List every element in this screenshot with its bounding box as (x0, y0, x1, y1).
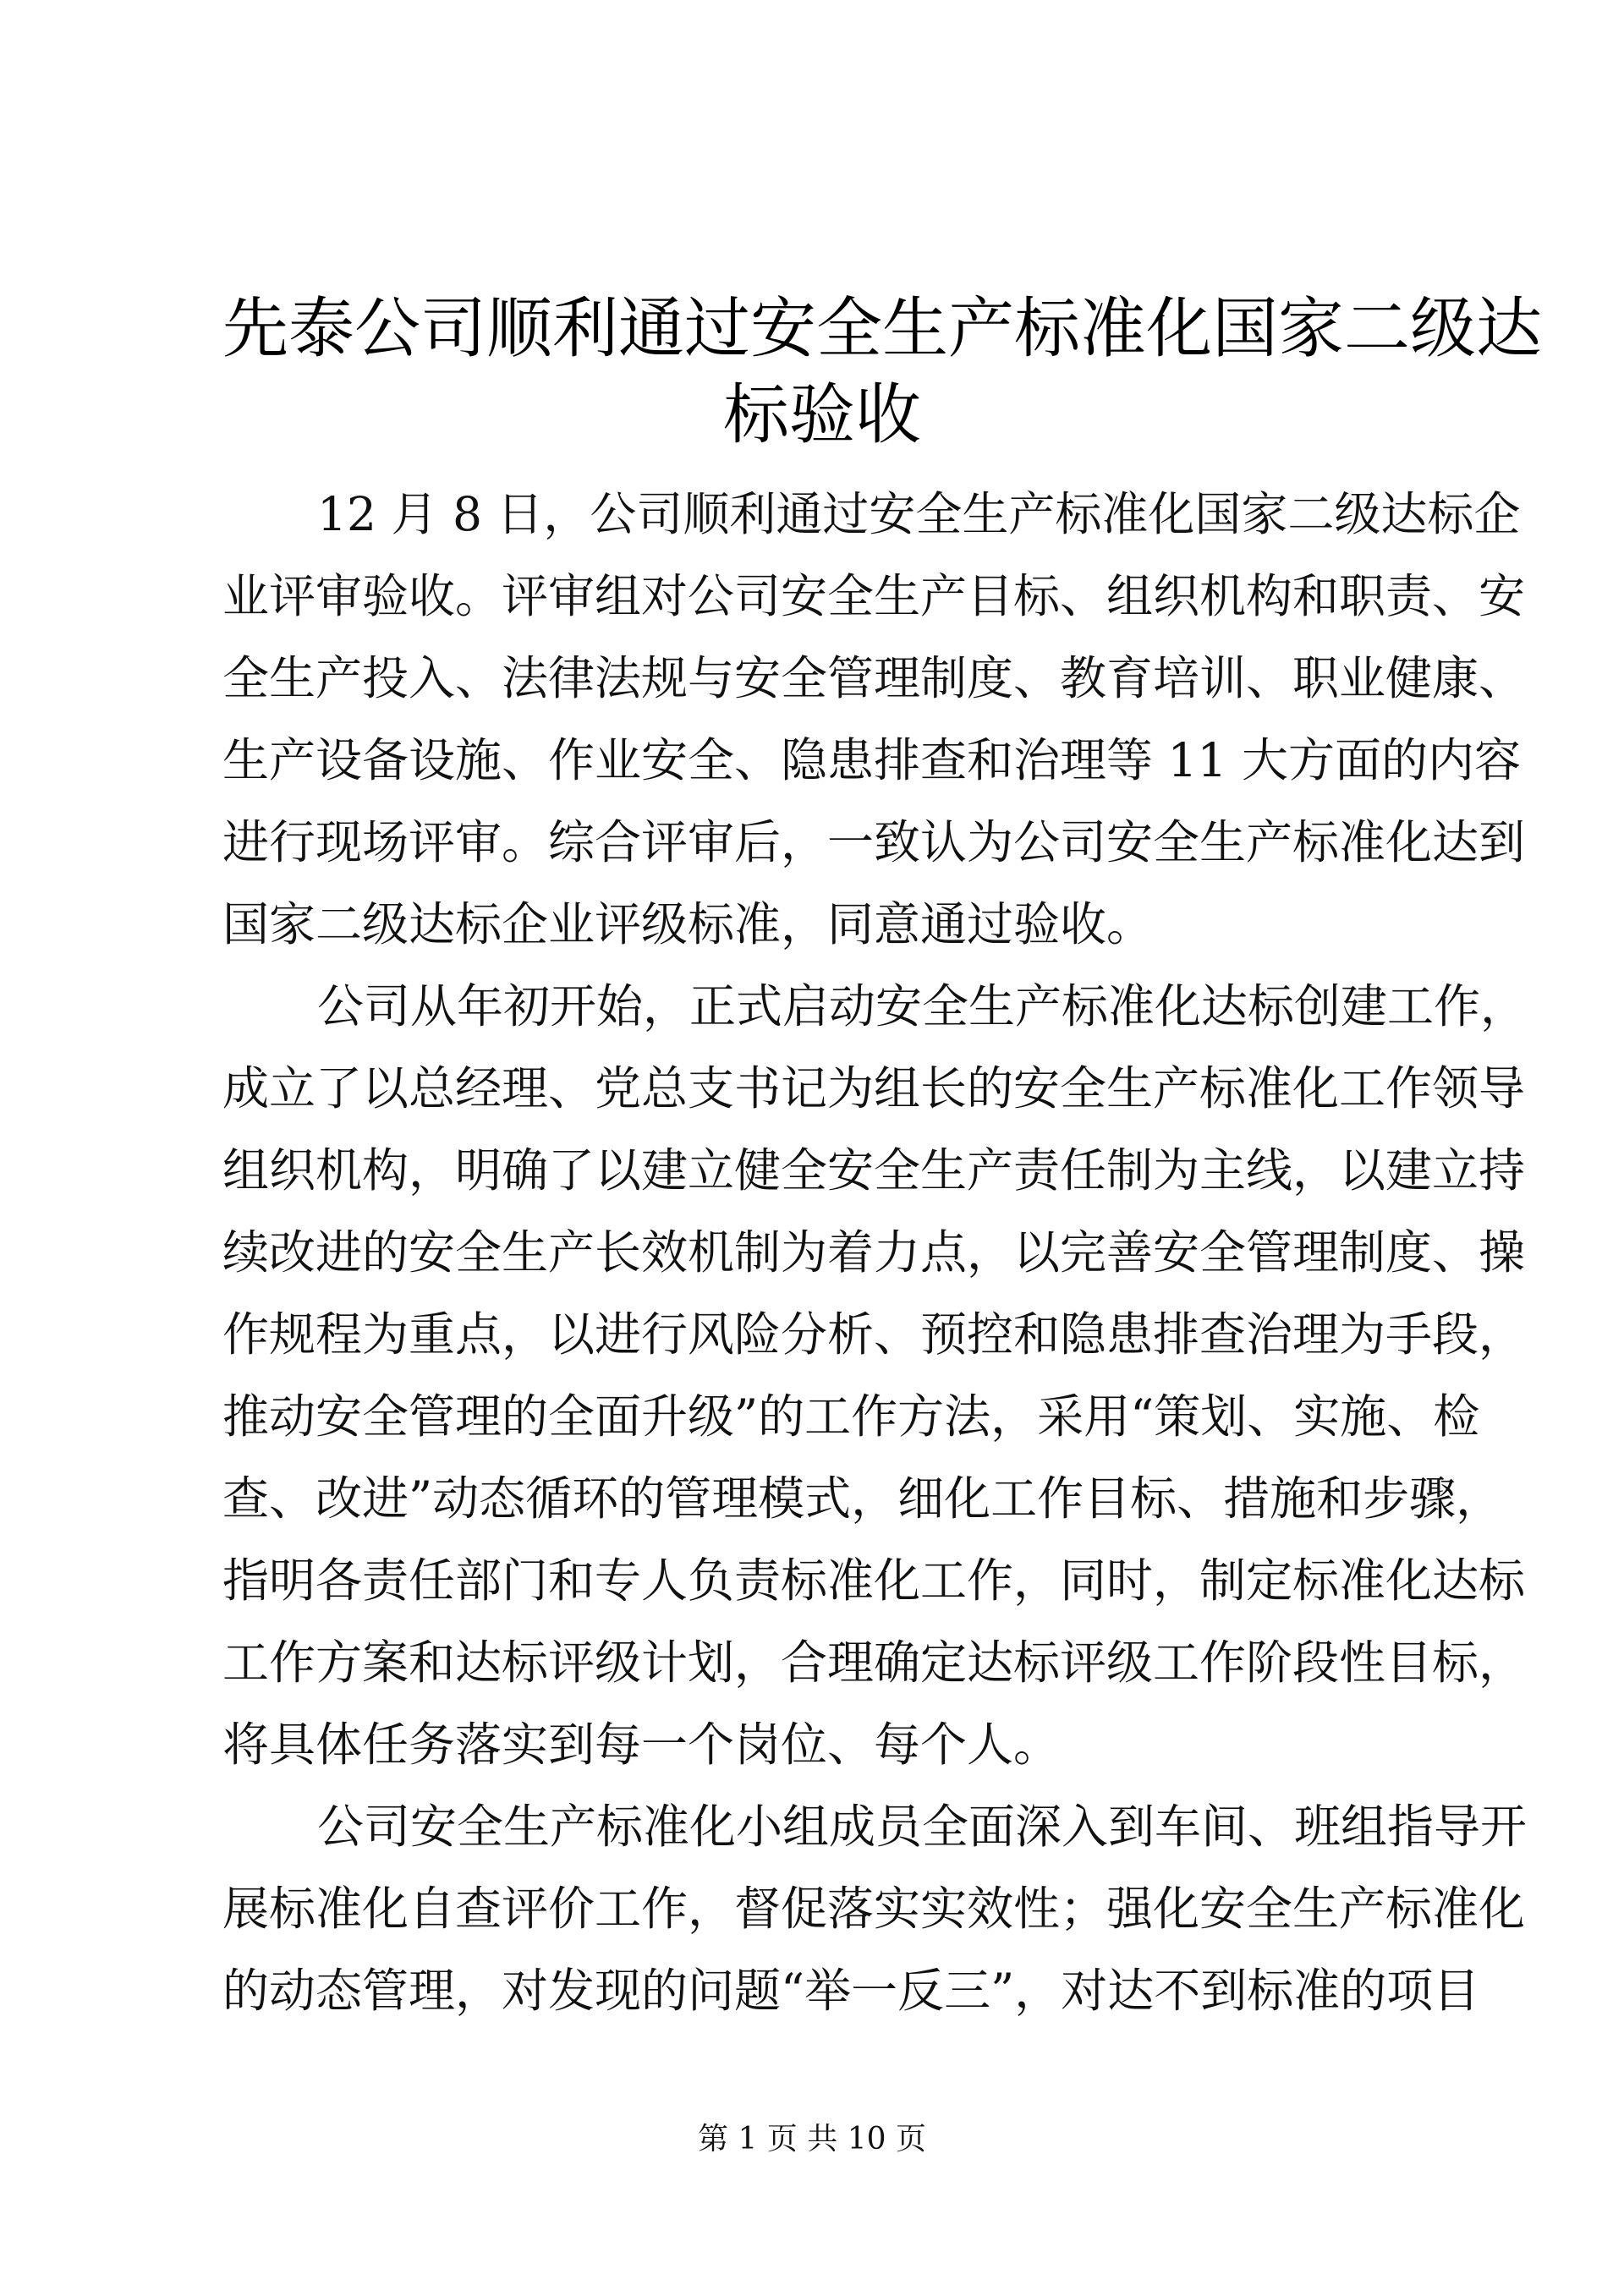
paragraph-line: 12 月 8 日，公司顺利通过安全生产标准化国家二级达标企 (317, 487, 1521, 541)
paragraph-line: 作规程为重点，以进行风险分析、预控和隐患排查治理为手段， (222, 1307, 1526, 1362)
paragraph-line: 展标准化自查评价工作，督促落实实效性；强化安全生产标准化 (222, 1882, 1526, 1936)
paragraph-line: 组织机构，明确了以建立健全安全生产责任制为主线，以建立持 (222, 1143, 1526, 1197)
paragraph-line: 指明各责任部门和专人负责标准化工作，同时，制定标准化达标 (222, 1553, 1526, 1608)
document-body (222, 474, 1528, 2032)
paragraph-line: 国家二级达标企业评级标准，同意通过验收。 (222, 897, 1154, 951)
paragraph-line: 查、改进”动态循环的管理模式，细化工作目标、措施和步骤， (222, 1471, 1503, 1526)
paragraph-line: 的动态管理，对发现的问题“举一反三”，对达不到标准的项目 (222, 1964, 1480, 2018)
title-line-2: 标验收 (722, 377, 921, 453)
paragraph (222, 1786, 1528, 2032)
paragraph-line: 工作方案和达标评级计划，合理确定达标评级工作阶段性目标， (222, 1636, 1526, 1690)
paragraph-line: 进行现场评审。综合评审后，一致认为公司安全生产标准化达到 (222, 815, 1526, 869)
paragraph-line: 推动安全管理的全面升级”的工作方法，采用“策划、实施、检 (222, 1389, 1480, 1444)
paragraph (222, 474, 1526, 966)
paragraph-line: 生产设备设施、作业安全、隐患排查和治理等 11 大方面的内容 (222, 733, 1521, 787)
paragraph-line: 续改进的安全生产长效机制为着力点，以完善安全管理制度、操 (222, 1225, 1526, 1280)
page-number-footer: 第 1 页 共 10 页 (698, 2122, 926, 2156)
paragraph-line: 成立了以总经理、党总支书记为组长的安全生产标准化工作领导 (222, 1061, 1526, 1115)
document-title (222, 286, 1543, 458)
title-line-1: 先泰公司顺利通过安全生产标准化国家二级达 (222, 291, 1543, 367)
paragraph-line: 公司安全生产标准化小组成员全面深入到车间、班组指导开 (317, 1800, 1528, 1854)
paragraph-line: 公司从年初开始，正式启动安全生产标准化达标创建工作， (317, 979, 1528, 1033)
paragraph-line: 业评审验收。评审组对公司安全生产目标、组织机构和职责、安 (222, 569, 1526, 623)
paragraph-line: 将具体任务落实到每一个岗位、每个人。 (222, 1718, 1061, 1772)
paragraph (222, 966, 1528, 1786)
paragraph-line: 全生产投入、法律法规与安全管理制度、教育培训、职业健康、 (222, 651, 1526, 705)
